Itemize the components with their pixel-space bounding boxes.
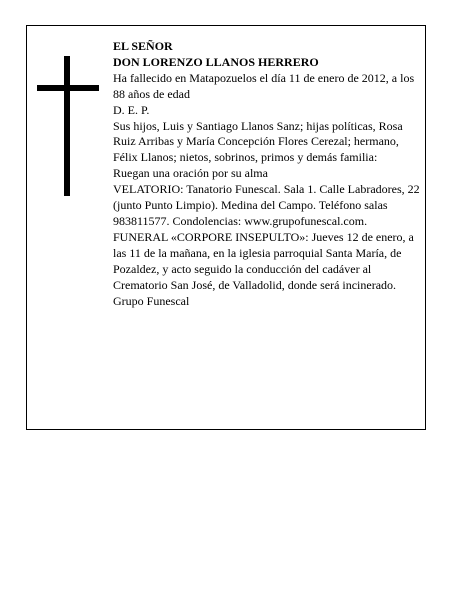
family-list: Sus hijos, Luis y Santiago Llanos Sanz; hijas políticas, Rosa Ruiz Arribas y María Concepción Flores Cerezal; hermano, Félix Llanos; nietos, sobrinos, primos y demás familia: <box>113 118 403 165</box>
death-info: Ha fallecido en Matapozuelos el día 11 de enero de 2012, a los 88 años de edad <box>113 70 415 101</box>
deceased-name: DON LORENZO LLANOS HERRERO <box>113 54 319 69</box>
heading-title: EL SEÑOR <box>113 39 173 53</box>
signature: Grupo Funescal <box>113 293 190 308</box>
cross-horizontal-bar <box>37 85 99 91</box>
obituary-text <box>113 39 423 309</box>
cross-icon <box>37 56 99 196</box>
funeral-info: FUNERAL «CORPORE INSEPULTO»: Jueves 12 de enero, a las 11 de la mañana, en la iglesia parroquial Santa María, de Pozaldez, y acto seguido la conducción del cadáver al Crematorio San José, de Valladolid, donde será incinerado. <box>113 229 414 292</box>
cross-vertical-bar <box>64 56 70 196</box>
prayer-request: Ruegan una oración por su alma <box>113 166 268 181</box>
wake-info: VELATORIO: Tanatorio Funescal. Sala 1. Calle Labradores, 22 (junto Punto Limpio). Medina del Campo. Teléfono salas 983811577. Condolencias: www.grupofunescal.com. <box>113 182 420 228</box>
dep-line: D. E. P. <box>113 102 150 117</box>
